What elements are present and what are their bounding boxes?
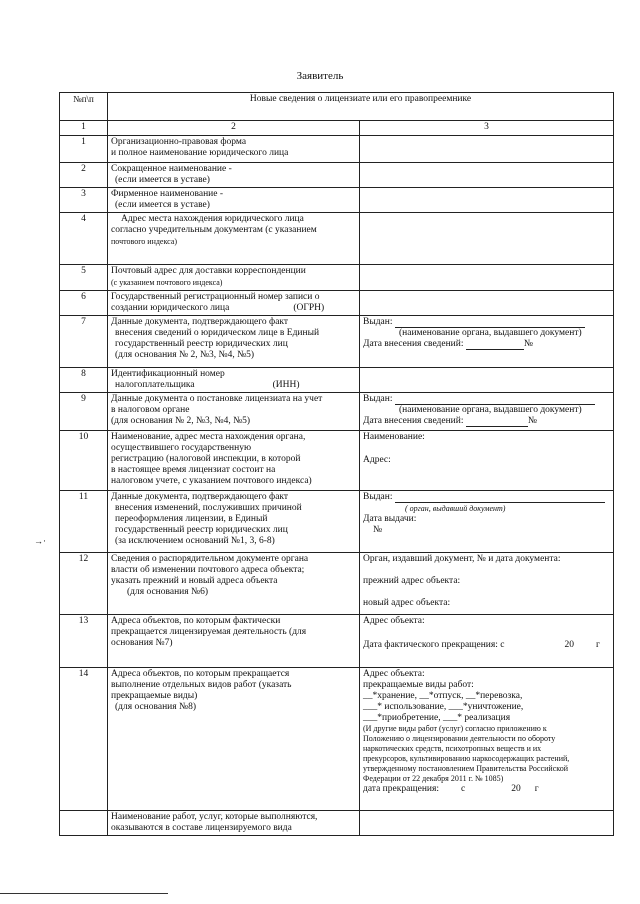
row-label xyxy=(108,615,360,668)
work-types-line[interactable]: __*хранение, __*отпуск, __*перевозка, xyxy=(363,691,523,701)
row-label xyxy=(108,316,360,368)
table-row xyxy=(60,136,614,163)
page-title: Заявитель xyxy=(296,70,344,82)
number-label: № xyxy=(523,339,533,349)
issuer-label: Орган, издавший документ, № и дата документа: xyxy=(363,554,561,564)
note-line: прекурсоров, культивированию наркосодержащих растений, xyxy=(363,754,570,763)
table-row xyxy=(60,163,614,188)
new-address-label: новый адрес объекта: xyxy=(363,598,451,608)
row-value-field[interactable] xyxy=(360,265,614,291)
label-line: государственный реестр юридических лиц xyxy=(115,525,288,535)
old-address-label: прежний адрес объекта: xyxy=(363,576,461,586)
row-label xyxy=(108,668,360,811)
header-title: Новые сведения о лицензиате или его правопреемнике xyxy=(108,93,614,121)
row-value-field[interactable] xyxy=(360,136,614,163)
label-line: Наименование, адрес места нахождения органа, xyxy=(111,432,306,442)
year-suffix: г xyxy=(595,640,600,650)
number-label: № xyxy=(527,416,537,426)
row-value-field[interactable] xyxy=(360,291,614,316)
row-label xyxy=(108,393,360,431)
note-line: утвержденному постановлением Правительства Российской xyxy=(363,764,569,773)
label-line: прекращаемые виды) xyxy=(111,691,198,701)
label-line: Организационно-правовая форма xyxy=(111,137,247,147)
row-value-field[interactable] xyxy=(360,163,614,188)
table-row xyxy=(60,213,614,265)
date-label: Дата внесения сведений: xyxy=(363,339,464,349)
table-row xyxy=(60,188,614,213)
label-abbr: (ОГРН) xyxy=(293,303,325,313)
label-line: указать прежний и новый адреса объекта xyxy=(111,576,278,586)
label-line: и полное наименование юридического лица xyxy=(111,148,289,158)
label-line: власти об изменении почтового адреса объекта; xyxy=(111,565,305,575)
table-row xyxy=(60,431,614,491)
label-line: (если имеется в уставе) xyxy=(115,200,210,210)
header-num: №п\п xyxy=(60,93,108,121)
row-number: 11 xyxy=(60,491,108,553)
address-label: Адрес: xyxy=(363,455,391,465)
label-line: внесения изменений, послуживших причиной xyxy=(115,503,302,513)
issuer-hint: ( орган, выдавший документ) xyxy=(405,504,506,513)
label-line: Сведения о распорядительном документе органа xyxy=(111,554,309,564)
row-value xyxy=(360,393,614,431)
row-value xyxy=(360,615,614,668)
row-value xyxy=(360,668,614,811)
table-row xyxy=(60,291,614,316)
label-line: Данные документа, подтверждающего факт xyxy=(111,317,289,327)
row-number: 9 xyxy=(60,393,108,431)
row-number: 12 xyxy=(60,553,108,615)
label-line: Данные документа, подтверждающего факт xyxy=(111,492,289,502)
margin-arrow-mark: →· xyxy=(34,536,46,546)
stop-date-line xyxy=(363,784,610,795)
table-row xyxy=(60,368,614,393)
label-line: согласно учредительным документам (с указанием xyxy=(111,225,317,235)
label-line: регистрацию (налоговой инспекции, в которой xyxy=(111,454,301,464)
note-line: (И другие виды работ (услуг) согласно приложению к xyxy=(363,724,547,733)
label-line: (с указанием почтового индекса) xyxy=(111,278,223,287)
col-num-3: 3 xyxy=(360,121,614,136)
row-label xyxy=(108,291,360,316)
table-row xyxy=(60,316,614,368)
label-line: Сокращенное наименование - xyxy=(111,164,232,174)
label-line: (для основания №6) xyxy=(127,587,208,597)
label-line: переоформления лицензии, в Единый xyxy=(115,514,268,524)
label-line: (за исключением оснований №1, 3, 6-8) xyxy=(115,536,275,546)
year-prefix: 20 xyxy=(511,784,521,794)
object-address-label: Адрес объекта: xyxy=(363,669,425,679)
issued-label: Выдан: xyxy=(363,317,393,327)
label-line xyxy=(111,380,356,391)
row-label xyxy=(108,265,360,291)
label-line xyxy=(111,303,356,314)
row-value xyxy=(360,491,614,553)
issuer-hint: (наименование органа, выдавшего документ) xyxy=(399,405,582,415)
label-line: (для основания №8) xyxy=(115,702,196,712)
row-number: 8 xyxy=(60,368,108,393)
label-line: налоговом учете, с указанием почтового индекса) xyxy=(111,476,312,486)
table-row xyxy=(60,615,614,668)
work-types-line[interactable]: ___* использование, ___*уничтожение, xyxy=(363,702,524,712)
name-label: Наименование: xyxy=(363,432,425,442)
footnote-rule xyxy=(0,893,168,894)
row-label xyxy=(108,491,360,553)
table-row xyxy=(60,265,614,291)
date-field[interactable] xyxy=(466,349,524,350)
work-types-label: прекращаемые виды работ: xyxy=(363,680,474,690)
label-line: Адрес места нахождения юридического лица xyxy=(121,214,304,224)
table-row xyxy=(60,668,614,811)
note-line: Федерации от 22 декабря 2011 г. № 1085) xyxy=(363,774,504,783)
col-num-1: 1 xyxy=(60,121,108,136)
label-line: Почтовый адрес для доставки корреспонденции xyxy=(111,266,306,276)
table-row xyxy=(60,811,614,836)
label-line: Наименование работ, услуг, которые выполняются, xyxy=(111,812,318,822)
label-line: выполнение отдельных видов работ (указать xyxy=(111,680,292,690)
date-field[interactable] xyxy=(466,426,528,427)
label-line: прекращается лицензируемая деятельность (для xyxy=(111,627,307,637)
stop-date-label: дата прекращения: xyxy=(363,784,440,794)
stop-date-line xyxy=(363,640,610,651)
label-line: осуществившего государственную xyxy=(111,443,252,453)
issuer-hint: (наименование органа, выдавшего документ) xyxy=(399,328,582,338)
label-line: Государственный регистрационный номер записи о xyxy=(111,292,320,302)
object-address-label: Адрес объекта: xyxy=(363,616,425,626)
note-line: Положению о лицензировании деятельности по обороту xyxy=(363,734,556,743)
row-number: 6 xyxy=(60,291,108,316)
row-number: 13 xyxy=(60,615,108,668)
year-suffix: г xyxy=(534,784,539,794)
label-line: (для основания № 2, №3, №4, №5) xyxy=(115,350,255,360)
label-line: оказываются в составе лицензируемого вида xyxy=(111,823,292,833)
row-label xyxy=(108,431,360,491)
number-label: № xyxy=(373,525,383,535)
row-label xyxy=(108,136,360,163)
from-label: с xyxy=(461,784,466,794)
row-number xyxy=(60,811,108,836)
table-row xyxy=(60,393,614,431)
label-line: основания №7) xyxy=(111,638,173,648)
issued-label: Выдан: xyxy=(363,394,393,404)
row-label xyxy=(108,811,360,836)
label-text: налогоплательщика xyxy=(115,380,195,390)
row-value xyxy=(360,431,614,491)
row-number: 10 xyxy=(60,431,108,491)
row-label xyxy=(108,553,360,615)
date-label: Дата выдачи: xyxy=(363,514,417,524)
table-row xyxy=(60,553,614,615)
row-number: 2 xyxy=(60,163,108,188)
row-number: 1 xyxy=(60,136,108,163)
table-row xyxy=(60,491,614,553)
label-line: почтового индекса) xyxy=(111,237,178,246)
row-number: 4 xyxy=(60,213,108,265)
label-line: Адреса объектов, по которым фактически xyxy=(111,616,281,626)
row-number: 3 xyxy=(60,188,108,213)
row-number: 14 xyxy=(60,668,108,811)
row-label xyxy=(108,368,360,393)
label-line: внесения сведений о юридическом лице в Единый xyxy=(115,328,320,338)
row-value-field[interactable] xyxy=(360,811,614,836)
year-prefix: 20 xyxy=(564,640,574,650)
license-table xyxy=(59,92,614,836)
label-line: Идентификационный номер xyxy=(111,369,225,379)
stop-date-label: Дата фактического прекращения: с xyxy=(363,640,505,650)
note-line: наркотических средств, психотропных веществ и их xyxy=(363,744,542,753)
label-line: Фирменное наименование - xyxy=(111,189,223,199)
label-line: в налоговом органе xyxy=(111,405,190,415)
work-types-line[interactable]: ___*приобретение, ___* реализация xyxy=(363,713,511,723)
col-num-2: 2 xyxy=(108,121,360,136)
label-line: Данные документа о постановке лицензиата на учет xyxy=(111,394,323,404)
row-value xyxy=(360,316,614,368)
label-line: (если имеется в уставе) xyxy=(115,175,210,185)
row-value-field[interactable] xyxy=(360,213,614,265)
row-value-field[interactable] xyxy=(360,188,614,213)
label-abbr: (ИНН) xyxy=(272,380,300,390)
row-number: 5 xyxy=(60,265,108,291)
row-label xyxy=(108,213,360,265)
issued-label: Выдан: xyxy=(363,492,393,502)
row-value-field[interactable] xyxy=(360,368,614,393)
row-value xyxy=(360,553,614,615)
row-label xyxy=(108,188,360,213)
label-line: (для основания № 2, №3, №4, №5) xyxy=(111,416,251,426)
row-label xyxy=(108,163,360,188)
label-line: в настоящее время лицензиат состоит на xyxy=(111,465,276,475)
column-number-row xyxy=(60,121,614,136)
label-line: Адреса объектов, по которым прекращается xyxy=(111,669,290,679)
table-header-row xyxy=(60,93,614,121)
label-line: государственный реестр юридических лиц xyxy=(115,339,288,349)
row-number: 7 xyxy=(60,316,108,368)
label-text: создании юридического лица xyxy=(111,303,230,313)
date-label: Дата внесения сведений: xyxy=(363,416,464,426)
